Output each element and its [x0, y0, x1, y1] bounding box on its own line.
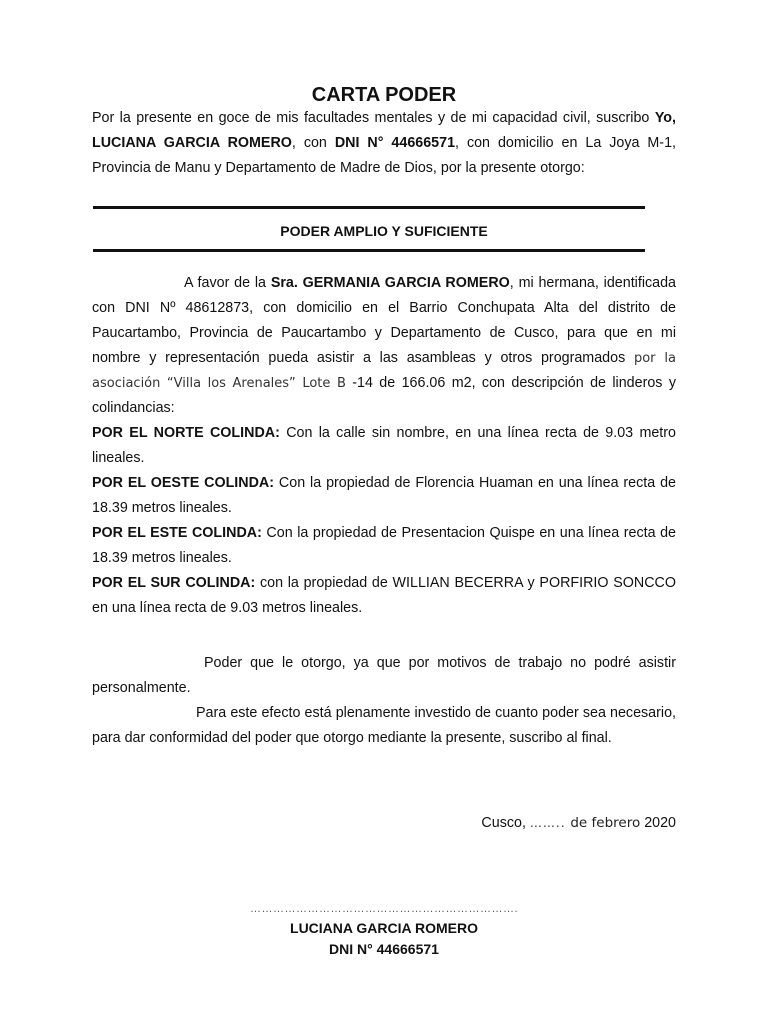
boundary-label: POR EL NORTE COLINDA: [92, 425, 280, 441]
intro-text-3: , con domicilio en La Joya M-1, Provincia de Manu y Departamento de Madre de Dios, por la presente otorgo: [92, 135, 676, 176]
boundary-text: Con la propiedad de Presentacion Quispe en una línea recta de 18.39 metros lineales. [92, 525, 676, 566]
horizontal-rule-top [93, 206, 645, 209]
boundary-label: POR EL ESTE COLINDA: [92, 525, 262, 541]
date-line [481, 815, 676, 831]
favor-text-3: -14 de 166.06 m2, con descripción de linderos y colindancias: [92, 375, 676, 416]
boundary-east [92, 521, 676, 571]
main-body [92, 271, 676, 621]
signature-name: LUCIANA GARCIA ROMERO [290, 920, 478, 936]
date-day-blank: …….. [529, 816, 571, 830]
favor-text-1: A favor de la [184, 275, 271, 291]
reason-text: Poder que le otorgo, ya que por motivos de trabajo no podré asistir personalmente. [92, 655, 676, 696]
boundary-west [92, 471, 676, 521]
date-year: 2020 [640, 815, 676, 831]
association-text: por la asociación “Villa los Arenales” Lote B [92, 351, 676, 391]
reason-paragraph [92, 651, 676, 701]
boundary-text: Con la calle sin nombre, en una línea recta de 9.03 metro lineales. [92, 425, 676, 466]
grantor-name: Yo, LUCIANA GARCIA ROMERO [92, 110, 676, 151]
intro-text-1: Por la presente en goce de mis facultades mentales y de mi capacidad civil, suscribo [92, 110, 655, 126]
authority-text: Para este efecto está plenamente investido de cuanto poder sea necesario, para dar conformidad del poder que otorgo mediante la presente, suscribo al final. [92, 705, 676, 746]
favor-text-2: , mi hermana, identificada con DNI Nº 48612873, con domicilio en el Barrio Conchupata Alta del distrito de Paucartambo, Provincia de Paucartambo y Departamento de Cusco, para que en mi nombre y representación pueda asistir a las asambleas y otros programados [92, 275, 677, 366]
boundary-north [92, 421, 676, 471]
authority-paragraph [92, 701, 676, 751]
grantor-dni: DNI N° 44666571 [334, 135, 456, 151]
date-city: Cusco, [481, 815, 530, 831]
grantee-name: Sra. GERMANIA GARCIA ROMERO [270, 275, 510, 291]
boundary-text: Con la propiedad de Florencia Huaman en una línea recta de 18.39 metros lineales. [92, 475, 676, 516]
boundary-label: POR EL SUR COLINDA: [92, 575, 256, 591]
document-title: CARTA PODER [311, 84, 457, 106]
date-month: de febrero [570, 815, 641, 831]
signature-dni: DNI N° 44666571 [329, 941, 439, 957]
favor-paragraph [92, 271, 676, 421]
intro-paragraph [92, 106, 676, 181]
boundary-text: con la propiedad de WILLIAN BECERRA y PORFIRIO SONCCO en una línea recta de 9.03 metros lineales. [92, 575, 676, 616]
section-subtitle: PODER AMPLIO Y SUFICIENTE [280, 223, 488, 239]
horizontal-rule-bottom [93, 249, 645, 252]
boundary-south [92, 571, 676, 621]
intro-text-2: , con [291, 135, 335, 151]
signature-line: ……………………………………………………………. [249, 903, 519, 915]
boundary-label: POR EL OESTE COLINDA: [92, 475, 275, 491]
